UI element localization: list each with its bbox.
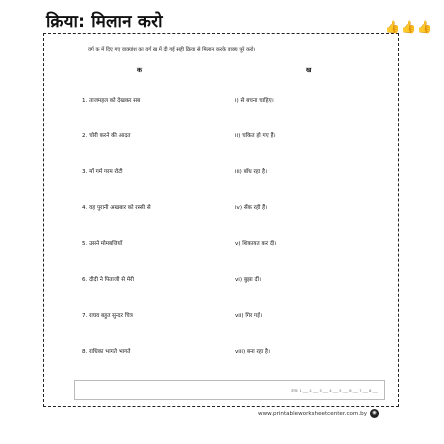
- thumbs-up-decoration: [385, 20, 432, 34]
- left-phrase: 4. वह पुरानी अखबार को रस्सी से: [82, 205, 151, 211]
- thumbs-up-icon: 👍: [401, 20, 417, 34]
- answer-box: [74, 380, 385, 400]
- right-verb: i) से बचना चाहिए।: [235, 98, 274, 104]
- right-verb: iii) बाँध रहा है।: [235, 169, 268, 175]
- left-phrase: 8. राधिका भागते भागते: [82, 349, 131, 355]
- right-verb: vii) गिर गई।: [235, 313, 263, 319]
- right-verb: iv) सेंक रही हैं।: [235, 205, 268, 211]
- footer: [258, 409, 379, 418]
- right-verb: v) शिकायत कर दी।: [235, 241, 277, 247]
- right-verb: ii) चकित हो गए हैं।: [235, 133, 276, 139]
- left-phrase: 7. राघव बहुत सुन्दर चित्र: [82, 313, 133, 319]
- column-heading-right: ख: [306, 66, 312, 74]
- left-phrase: 1. ताजमहल को देखकर सब: [82, 98, 141, 104]
- right-verb: vi) बुझा दीं।: [235, 277, 262, 283]
- worksheet-title: क्रिया: मिलान करो: [46, 12, 163, 32]
- left-phrase: 3. माँ गर्म गरम रोटी: [82, 169, 123, 175]
- instruction-text: वर्ग क में दिए गए वाक्यांश का वर्ग ख में दी गई सही क्रिया से मिलान करके वाक्य पूरे करो।: [88, 47, 256, 53]
- left-phrase: 2. चोरी करने की आदत: [82, 133, 131, 139]
- footer-url: www.printableworksheetcenter.com.by: [258, 410, 368, 417]
- left-phrase: 6. दीदी ने पिताजी से मेरी: [82, 277, 134, 283]
- worksheet-logo-icon: ◉: [370, 409, 379, 418]
- answer-hint: उत्तर: 1 ___ 2 ___ 3 ___ 4 ___ 5 ___ 6 ___ 7 ___ 8 ___: [291, 389, 378, 393]
- column-heading-left: क: [137, 66, 142, 74]
- left-phrase: 5. उसने मोमबत्तियाँ: [82, 241, 123, 247]
- thumbs-up-icon: 👍: [417, 20, 432, 34]
- right-verb: viii) बना रहा है।: [235, 349, 271, 355]
- thumbs-up-icon: 👍: [385, 20, 401, 34]
